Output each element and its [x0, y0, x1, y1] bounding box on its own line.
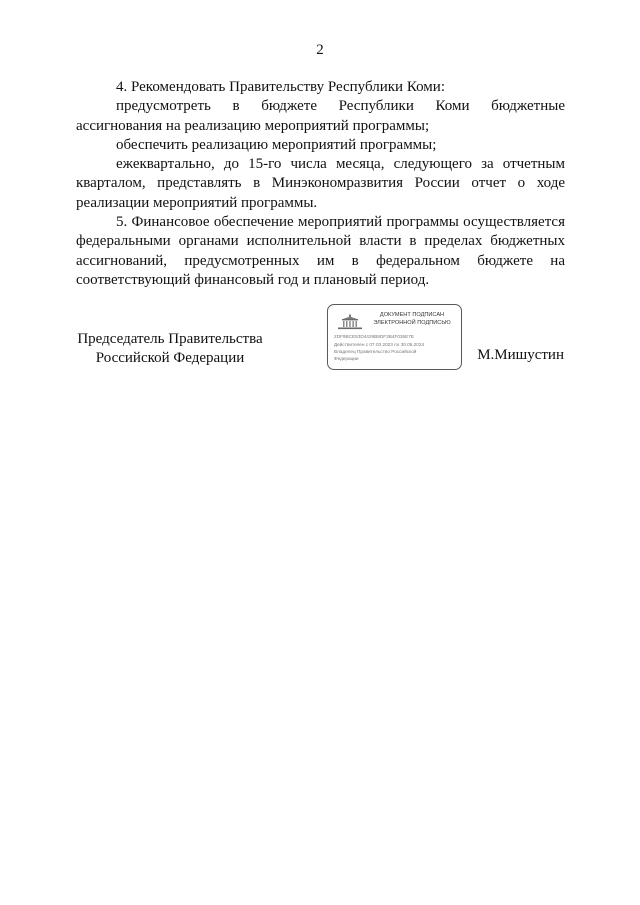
signatory-name: М.Мишустин: [477, 347, 564, 363]
signatory-position-line1: Председатель Правительства: [77, 331, 263, 347]
paragraph-item-4: 4. Рекомендовать Правительству Республики Коми:: [116, 79, 445, 95]
paragraph-item-5: 5. Финансовое обеспечение мероприятий программы осуществляется федеральными органами исполнительной власти в пределах бюджетных ассигнований, предусмотренных им в федеральном бюджете на соответствующий финансовый год и плановый период.: [76, 214, 565, 288]
paragraph-implementation: обеспечить реализацию мероприятий программы;: [116, 136, 437, 153]
stamp-title: [366, 312, 458, 327]
paragraph-budget: предусмотреть в бюджете Республики Коми бюджетные ассигнования на реализацию мероприятий программы;: [76, 98, 565, 134]
stamp-certificate: 2DF9BCE53D4429B8DF3B4F036E7E: [334, 334, 414, 339]
stamp-owner-line1: Владелец Правительство Российской: [334, 349, 417, 354]
stamp-title-line2: ЭЛЕКТРОННОЙ ПОДПИСЬЮ: [373, 319, 451, 326]
stamp-title-line1: ДОКУМЕНТ ПОДПИСАН: [379, 312, 445, 318]
page-number: 2: [316, 42, 324, 58]
government-building-icon: [337, 314, 363, 330]
signatory-position-line2: Российской Федерации: [95, 350, 245, 366]
stamp-validity: Действителен с 07.03.2023 по 30.05.2024: [334, 342, 425, 347]
stamp-owner-line2: Федерации: [334, 356, 359, 361]
electronic-signature-stamp: [327, 304, 462, 370]
paragraph-quarterly-report: ежеквартально, до 15-го числа месяца, следующего за отчетным кварталом, представлять в Минэкономразвития России отчет о ходе реализации мероприятий программы.: [76, 156, 565, 211]
document-body: [76, 78, 565, 290]
signatory-position: [70, 330, 270, 368]
